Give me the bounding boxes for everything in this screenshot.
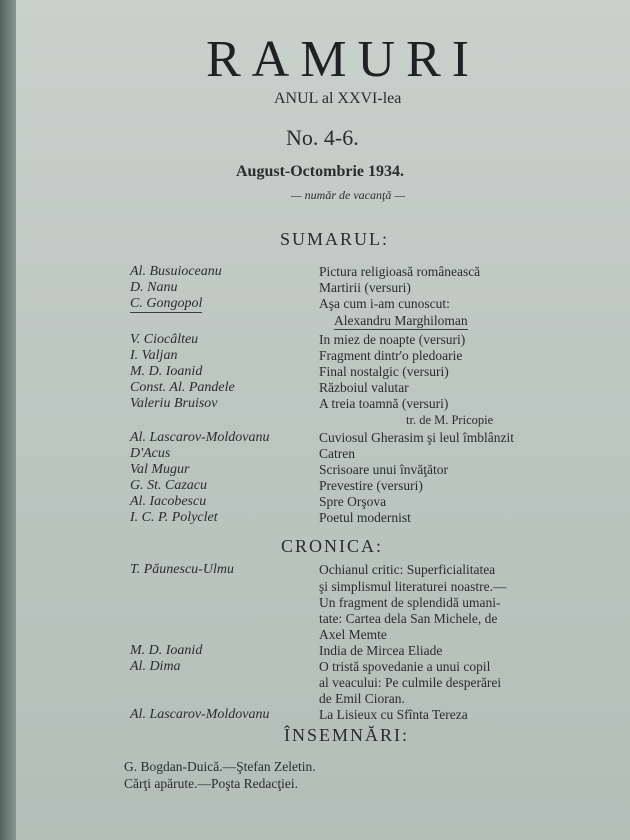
toc-author: I. C. P. Polyclet — [130, 510, 218, 525]
toc-author: Al. Busuioceanu — [130, 264, 222, 279]
issue-number: No. 4-6. — [286, 125, 359, 150]
journal-title: RAMURI — [206, 31, 481, 88]
toc-work: Catren — [319, 446, 355, 461]
toc-row — [16, 313, 630, 331]
toc-author: M. D. Ioanid — [130, 364, 203, 379]
toc-work: La Lisieux cu Sfînta Tereza — [319, 707, 468, 722]
toc-author: G. St. Cazacu — [130, 478, 207, 493]
notes-line: G. Bogdan-Duică.—Ştefan Zeletin. — [124, 759, 316, 774]
section-heading-insemnari: ÎNSEMNĂRI: — [284, 725, 410, 745]
toc-row — [16, 296, 630, 314]
toc-work: A treia toamnă (versuri) — [319, 396, 449, 411]
toc-row — [16, 510, 630, 528]
toc-work: Aşa cum i-am cunoscut: — [319, 296, 450, 311]
issue-note: — număr de vacanţă — — [291, 188, 405, 202]
toc-row — [16, 562, 630, 580]
toc-work: Final nostalgic (versuri) — [319, 364, 449, 379]
toc-author: Al. Lascarov-Moldovanu — [130, 430, 270, 445]
toc-work: Alexandru Marghiloman — [334, 313, 468, 328]
toc-work: India de Mircea Eliade — [319, 643, 443, 658]
toc-author: I. Valjan — [130, 348, 178, 363]
toc-author: M. D. Ioanid — [130, 643, 203, 658]
section-heading-cronica: CRONICA: — [281, 536, 384, 556]
toc-work: Războiul valutar — [319, 380, 409, 395]
toc-work: Ochianul critic: Superficialitatea — [319, 562, 496, 577]
toc-row — [16, 413, 630, 431]
toc-work: Martirii (versuri) — [319, 280, 411, 295]
toc-work: şi simplismul literaturei noastre.— — [319, 579, 507, 594]
toc-author: D'Acus — [130, 446, 171, 461]
toc-work: Fragment dintr'o pledoarie — [319, 348, 463, 363]
toc-work: de Emil Cioran. — [319, 691, 405, 706]
toc-row — [16, 396, 630, 414]
toc-author: Al. Iacobescu — [130, 494, 207, 509]
toc-author: C. Gongopol — [130, 296, 203, 311]
toc-work: tr. de M. Pricopie — [406, 413, 494, 427]
toc-author: V. Ciocâlteu — [130, 332, 199, 347]
toc-author: D. Nanu — [130, 280, 178, 295]
section-heading-sumarul: SUMARUL: — [280, 229, 390, 249]
toc-author: Val Mugur — [130, 462, 190, 477]
toc-row — [16, 707, 630, 725]
toc-work: Prevestire (versuri) — [319, 478, 423, 493]
toc-work: Axel Memte — [319, 627, 387, 642]
toc-work: tate: Cartea dela San Michele, de — [319, 611, 498, 626]
issue-date: August-Octombrie 1934. — [236, 163, 404, 180]
toc-work: Scrisoare unui învăţător — [319, 462, 448, 477]
notes-line: Cărţi apărute.—Poşta Redacţiei. — [124, 776, 298, 791]
toc-author: Const. Al. Pandele — [130, 380, 235, 395]
toc-work: In miez de noapte (versuri) — [319, 332, 466, 347]
toc-work: Pictura religioasă românească — [319, 264, 481, 279]
toc-author: T. Păunescu-Ulmu — [130, 562, 234, 577]
toc-work: O tristă spovedanie a unui copil — [319, 659, 491, 674]
toc-author: Al. Dima — [130, 659, 181, 674]
toc-work: Un fragment de splendidă umani- — [319, 595, 501, 610]
toc-work: Spre Orşova — [319, 494, 387, 509]
journal-page — [16, 0, 630, 840]
toc-work: Cuviosul Gherasim şi leul îmblânzit — [319, 430, 514, 445]
toc-work: Poetul modernist — [319, 510, 411, 525]
toc-work: al veacului: Pe culmile desperărei — [319, 675, 502, 690]
book-spine-shadow — [0, 0, 16, 840]
toc-author: Al. Lascarov-Moldovanu — [130, 707, 270, 722]
toc-author: Valeriu Bruisov — [130, 396, 218, 411]
journal-year: ANUL al XXVI-lea — [274, 90, 402, 107]
